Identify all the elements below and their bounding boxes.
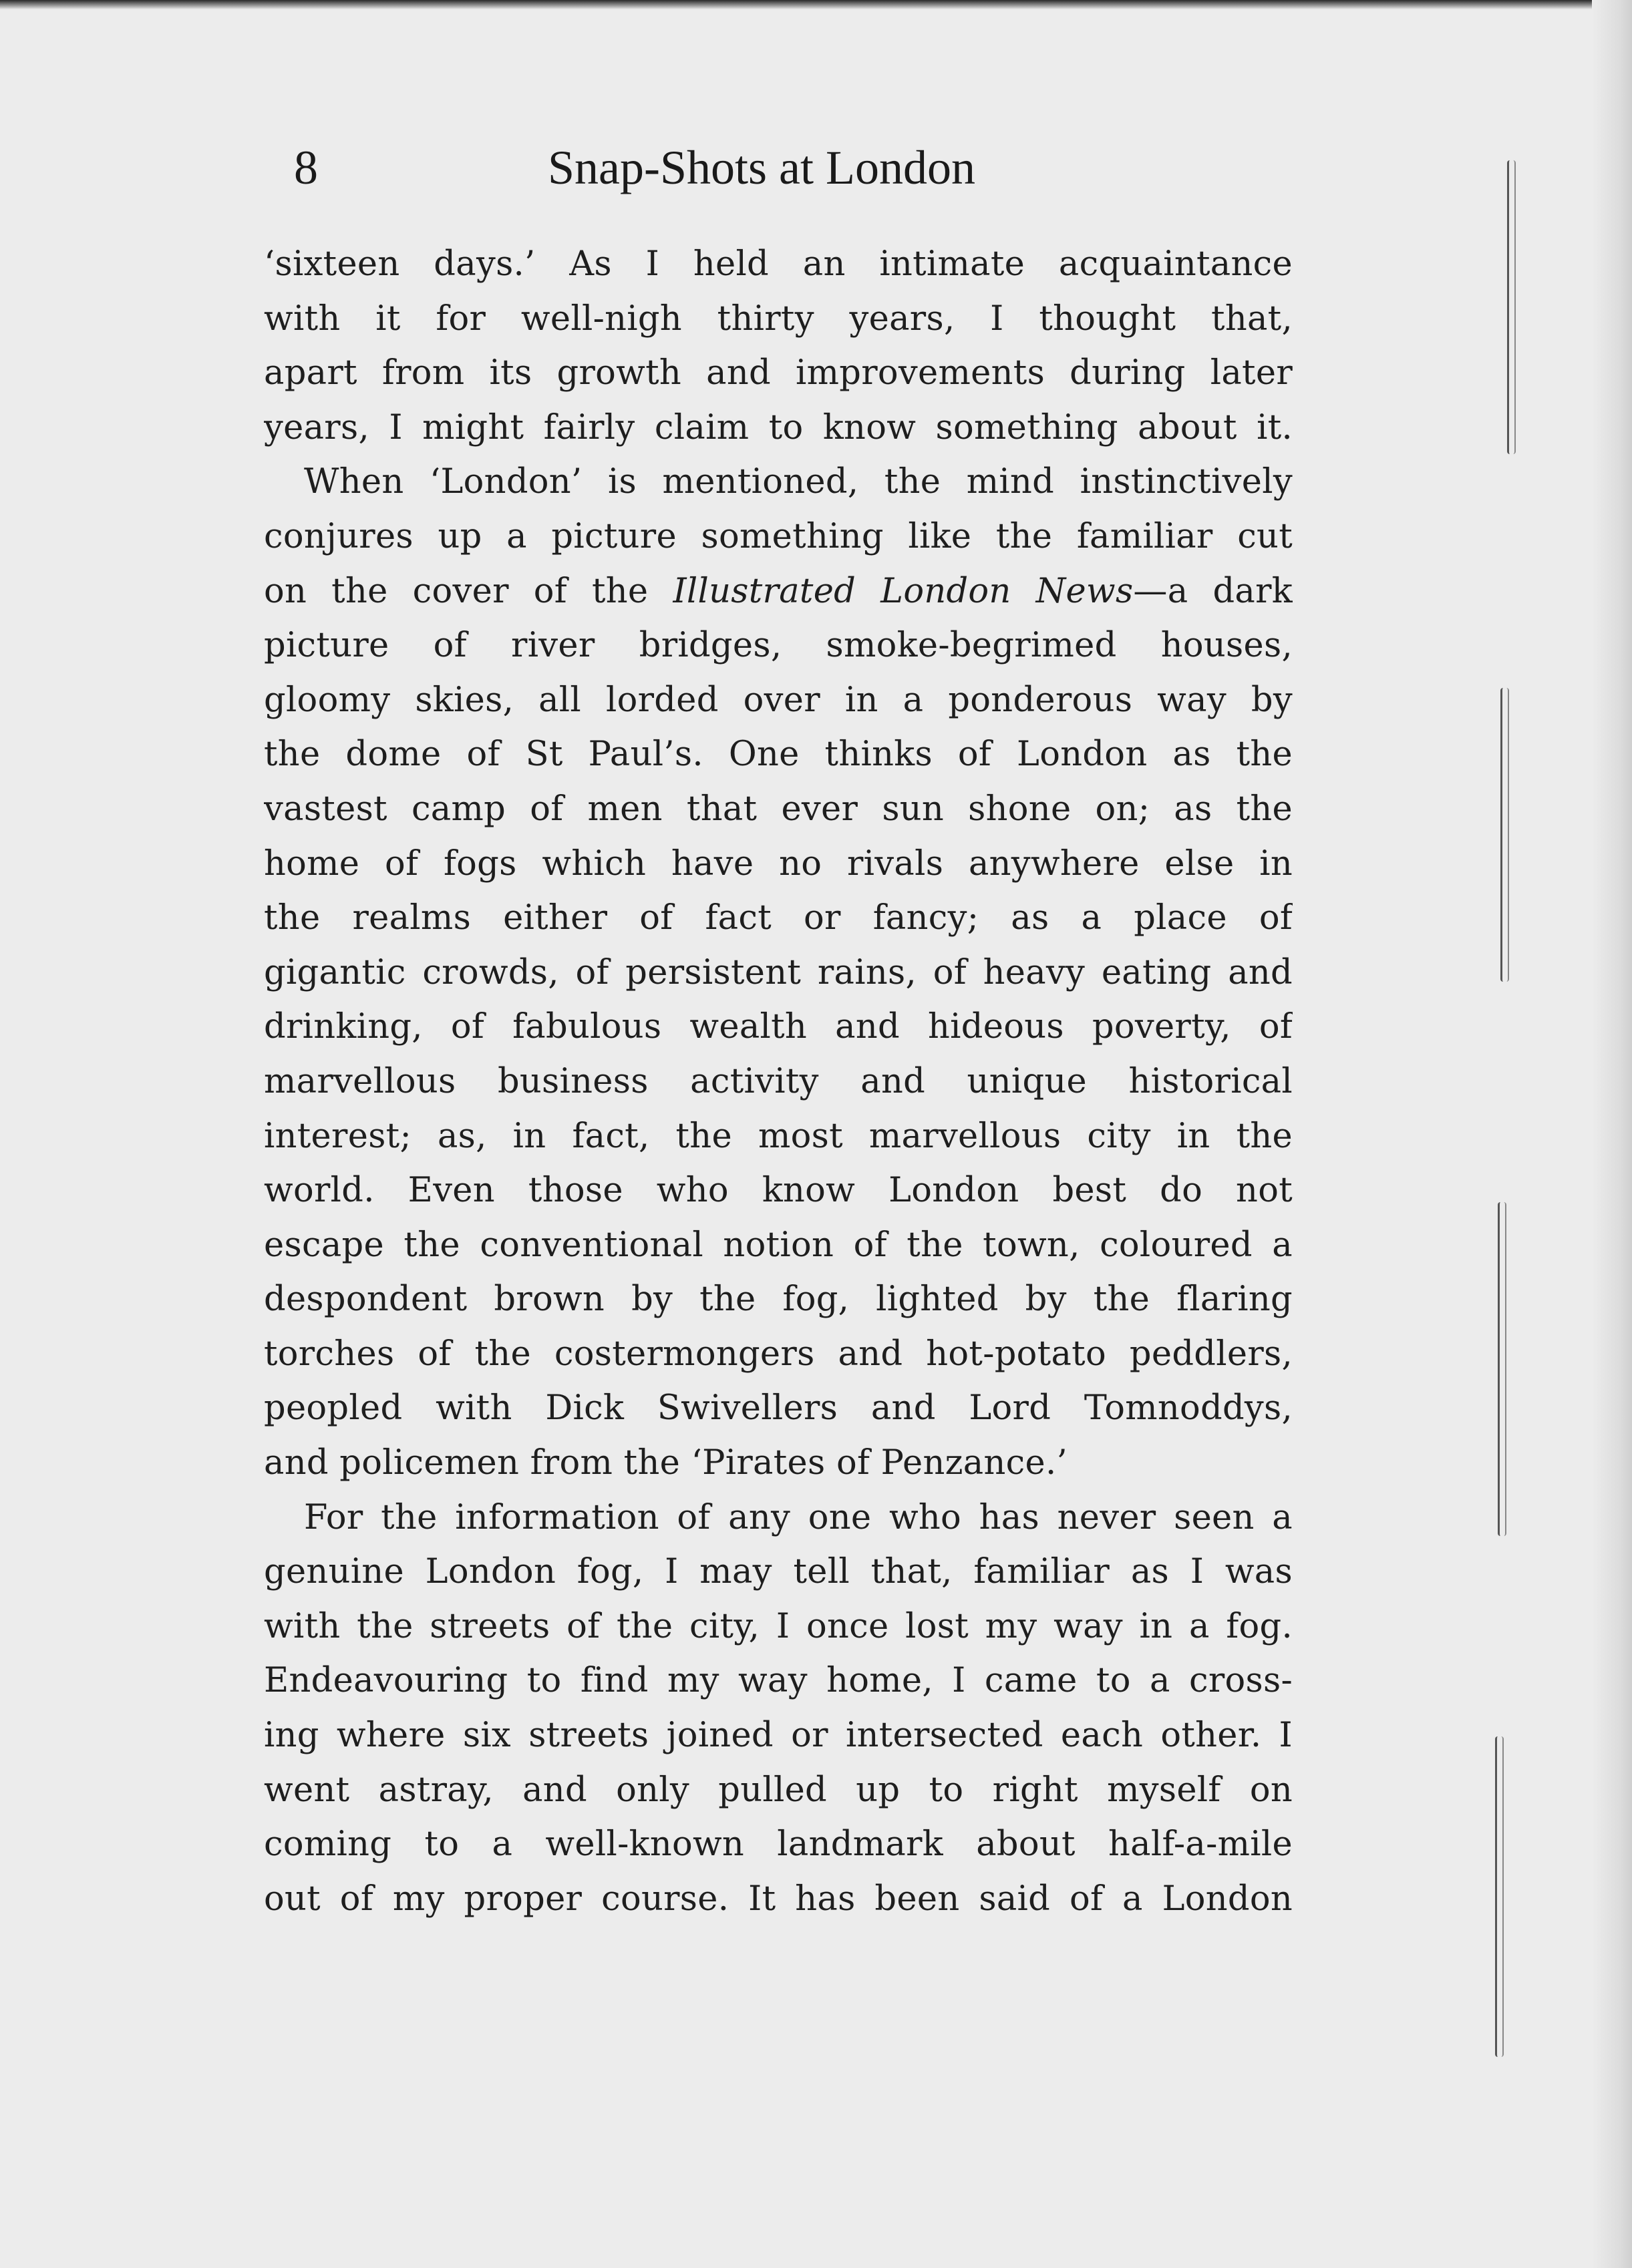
text-line: and policemen from the ‘Pirates of Penzance.’ [264,1443,1068,1483]
text-line: with the streets of the city, I once lost my way in a fog. [264,1606,1293,1646]
scan-right-edge [1592,0,1632,2268]
binding-mark [1507,160,1516,454]
text-line: coming to a well-known landmark about half-a-mile [264,1825,1293,1865]
text-line: For the information of any one who has never seen a [304,1497,1293,1537]
text-line: home of fogs which have no rivals anywhere else in [264,843,1293,884]
text-line: Endeavouring to find my way home, I came to a cross- [264,1661,1293,1701]
running-title: Snap-Shots at London [548,141,975,194]
text-line: marvellous business activity and unique historical [264,1061,1293,1101]
text-line: When ‘London’ is mentioned, the mind instinctively [304,462,1293,502]
binding-mark [1500,688,1509,982]
text-line: vastest camp of men that ever sun shone on; as the [264,789,1293,829]
text-line: went astray, and only pulled up to right myself on [264,1770,1293,1810]
text-line: picture of river bridges, smoke-begrimed houses, [264,626,1293,666]
text-line: peopled with Dick Swivellers and Lord Tomnoddys, [264,1388,1293,1429]
text-line: genuine London fog, I may tell that, familiar as I was [264,1552,1293,1592]
text-line: apart from its growth and improvements during later [264,353,1293,393]
binding-mark [1498,1202,1506,1536]
running-head [294,140,1276,207]
text-line: gigantic crowds, of persistent rains, of heavy eating and [264,952,1293,992]
text-line-with-italic: on the cover of the Illustrated London News—a dark [264,571,1293,611]
text-line: out of my proper course. It has been said of a London [264,1879,1293,1919]
text-line: the realms either of fact or fancy; as a place of [264,898,1293,938]
text-line: with it for well-nigh thirty years, I thought that, [264,299,1293,339]
text-line: interest; as, in fact, the most marvellous city in the [264,1116,1293,1156]
text-line: escape the conventional notion of the town, coloured a [264,1225,1293,1265]
body-text [264,237,1293,1926]
page-number: 8 [294,141,318,194]
italic-title: Illustrated London News [673,571,1134,611]
text-line: torches of the costermongers and hot-potato peddlers, [264,1334,1293,1374]
text-line: ‘sixteen days.’ As I held an intimate acquaintance [264,244,1293,284]
text-line: world. Even those who know London best do not [264,1171,1293,1211]
text-line: despondent brown by the fog, lighted by the flaring [264,1280,1293,1320]
binding-mark [1495,1736,1504,2057]
text-line: gloomy skies, all lorded over in a ponderous way by [264,680,1293,720]
text-line: the dome of St Paul’s. One thinks of London as the [264,735,1293,775]
scan-top-edge [0,0,1632,9]
text-line: years, I might fairly claim to know something about it. [264,407,1293,447]
text-line: conjures up a picture something like the familiar cut [264,516,1293,556]
text-line: ing where six streets joined or intersected each other. I [264,1716,1293,1756]
text-line: drinking, of fabulous wealth and hideous poverty, of [264,1007,1293,1047]
